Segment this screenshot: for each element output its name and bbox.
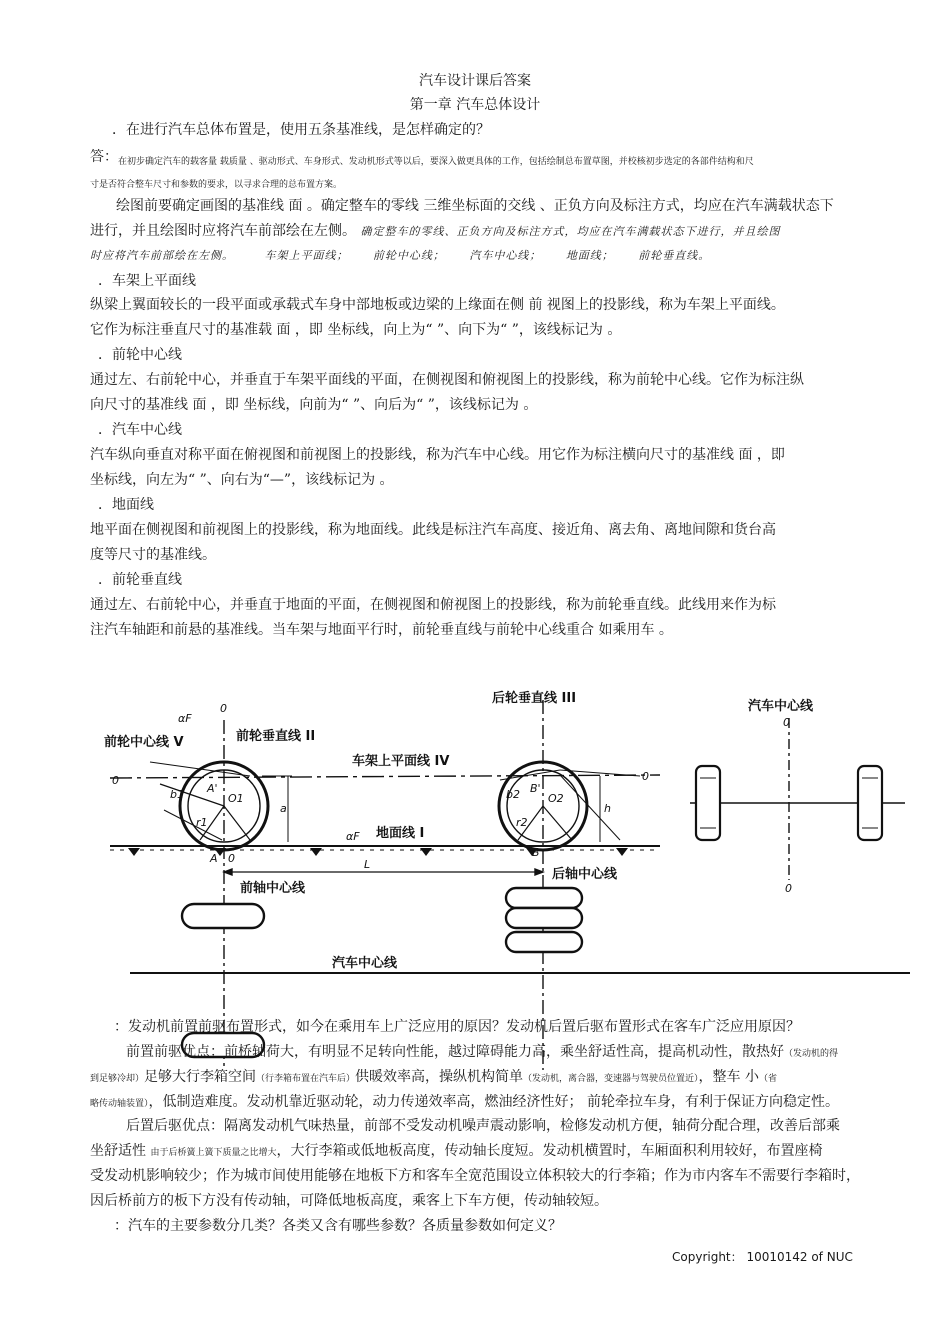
handwriting-item: 汽车中心线；	[469, 249, 542, 262]
rr-text: ，大行李箱或低地板高度，传动轴长度短。发动机横置时，车厢面积利用较好，布置座椅	[276, 1143, 823, 1159]
symbol-b2: b2	[506, 788, 520, 801]
label-ground: 地面线 I	[376, 826, 425, 841]
paragraph-2-handwriting: 确定整车的零线、正负方向及标注方式，均应在汽车满载状态下进行，并且绘图	[360, 225, 781, 238]
symbol-o2: O2	[548, 792, 564, 805]
ff-text: 供暖效率高，操纵机构简单	[355, 1069, 524, 1085]
section-title: ．前轮垂直线	[98, 572, 182, 588]
section-body: 汽车纵向垂直对称平面在俯视图和前视图上的投影线，称为汽车中心线。用它作为标注横向尺寸的基准线 面 ，即	[90, 447, 785, 463]
ff-line-2	[90, 1068, 777, 1088]
symbol-zero-front-view-bottom: 0	[785, 882, 792, 895]
label-vehicle-center-top: 汽车中心线	[748, 699, 814, 714]
symbol-r1: r1	[196, 816, 208, 829]
paragraph-2-print: 进行，并且绘图时应将汽车前部绘在左侧。	[90, 223, 356, 239]
section-title: ．车架上平面线	[98, 273, 196, 289]
ff-text: 足够大行李箱空间	[144, 1069, 257, 1085]
section-title: ．汽车中心线	[98, 422, 182, 438]
ff-line-1	[126, 1043, 838, 1063]
section-body: 注汽车轴距和前悬的基准线。当车架与地面平行时，前轮垂直线与前轮中心线重合 如乘用车 。	[90, 622, 673, 638]
label-rear-axle: 后轴中心线	[552, 867, 618, 882]
rr-line-4: 因后桥前方的板下方没有传动轴，可降低地板高度，乘客上下车方便，传动轴较短。	[90, 1193, 608, 1209]
handwriting-item: 前轮垂直线。	[638, 249, 711, 262]
paragraph-3	[90, 246, 710, 265]
answer-line-2: 寸是否符合整车尺寸和参数的要求，以寻求合理的总布置方案。	[90, 180, 343, 190]
ff-line-1-note: （发动机的得	[784, 1049, 839, 1059]
front-wheel	[150, 762, 292, 850]
ff-note: （省	[759, 1074, 778, 1084]
label-rear-wheel-vertical: 后轮垂直线 III	[492, 691, 577, 706]
label-front-wheel-vertical: 前轮垂直线 II	[236, 729, 316, 744]
handwriting-item: 地面线；	[565, 249, 614, 262]
symbol-o1: O1	[228, 792, 244, 805]
section-body: 纵梁上翼面较长的一段平面或承载式车身中部地板或边梁的上缘面在侧 前 视图上的投影线，称为车架上平面线。	[90, 297, 785, 313]
symbol-b: B	[532, 846, 540, 859]
ff-note: 略传动轴装置）	[90, 1099, 149, 1109]
section-body: 它作为标注垂直尺寸的基准载 面 ，即 坐标线，向上为“ ”、向下为“ ”，该线标记为 。	[90, 322, 622, 338]
chapter-title: 第一章 汽车总体设计	[409, 97, 541, 113]
question-3: ：汽车的主要参数分几类？各类又含有哪些参数？各质量参数如何定义？	[114, 1218, 562, 1234]
question-1: ．在进行汽车总体布置是，使用五条基准线，是怎样确定的？	[112, 122, 490, 138]
symbol-zero-front-view-top: 0	[783, 716, 790, 729]
section-body: 通过左、右前轮中心，并垂直于车架平面线的平面，在侧视图和俯视图上的投影线，称为前轮中心线。它作为标注纵	[90, 372, 804, 388]
question-2: ：发动机前置前驱布置形式，如今在乘用车上广泛应用的原因？发动机后置后驱布置形式在客车广泛应用原因？	[114, 1019, 800, 1035]
symbol-d: a	[280, 802, 287, 815]
symbol-l: L	[364, 858, 371, 871]
label-vehicle-center-bottom: 汽车中心线	[332, 956, 398, 971]
ff-note: （发动机，离合器，变速器与驾驶员位置近）	[523, 1074, 699, 1084]
section-title: ．前轮中心线	[98, 347, 182, 363]
paragraph-2	[90, 222, 780, 241]
symbol-h: h	[604, 802, 611, 815]
rr-note: 由于后桥簧上簧下质量之比增大	[150, 1148, 277, 1158]
label-frame-top: 车架上平面线 IV	[352, 754, 450, 769]
rr-text: 坐舒适性	[90, 1143, 146, 1159]
symbol-zero-left: 0	[112, 774, 119, 787]
document-title: 汽车设计课后答案	[419, 73, 531, 89]
ff-line-3	[90, 1093, 839, 1113]
ff-line-1-text: 前置前驱优点：前桥轴荷大，有明显不足转向性能，越过障碍能力高，乘坐舒适性高，提高机动性，散热好	[126, 1044, 784, 1060]
symbol-a: A	[210, 852, 218, 865]
symbol-r2: r2	[516, 816, 528, 829]
ff-note: （行李箱布置在汽车后）	[256, 1074, 356, 1084]
paragraph-3-handwriting: 时应将汽车前部绘在左侧。	[90, 249, 234, 262]
answer-label: 答：	[90, 149, 118, 165]
section-body: 向尺寸的基准线 面 ，即 坐标线，向前为“ ”、向后为“ ”，该线标记为 。	[90, 397, 538, 413]
rr-line-3: 受发动机影响较少；作为城市间使用能够在地板下方和客车全宽范围设立体积较大的行李箱；作为市内客车不需要行李箱时，	[90, 1168, 860, 1184]
label-front-wheel-center: 前轮中心线 V	[104, 735, 184, 750]
section-body: 地平面在侧视图和前视图上的投影线，称为地面线。此线是标注汽车高度、接近角、离去角、离地间隙和货台高	[90, 522, 776, 538]
ff-text: ，整车 小	[698, 1069, 759, 1085]
label-front-axle: 前轴中心线	[240, 881, 306, 896]
ff-text: ，低制造难度。发动机靠近驱动轮，动力传递效率高，燃油经济性好； 前轮牵拉车身，有利于保证方向稳定性。	[148, 1094, 839, 1110]
symbol-b-prime: B'	[530, 782, 541, 795]
paragraph-1: 绘图前要确定画图的基准线 面 。确定整车的零线 三维坐标面的交线 、正负方向及标注方式，均应在汽车满载状态下	[116, 198, 834, 214]
symbol-zero-ground: 0	[228, 852, 235, 865]
ff-note: 到足够冷却）	[90, 1074, 145, 1084]
symbol-alpha-f-top: αF	[178, 712, 192, 725]
answer-line-1: 在初步确定汽车的载客量 载质量 、驱动形式、车身形式、发动机形式等以后，要深入做更具体的工作，包括绘制总布置草图，并校核初步选定的各部件结构和尺	[118, 157, 754, 167]
copyright-footer: Copyright： 10010142 of NUC	[672, 1250, 853, 1264]
symbol-alpha-f-ground: αF	[346, 830, 360, 843]
section-body: 度等尺寸的基准线。	[90, 547, 216, 563]
handwriting-item: 前轮中心线；	[372, 249, 445, 262]
symbol-zero-right: 0	[642, 770, 649, 783]
symbol-a-prime: A'	[207, 782, 218, 795]
symbol-b1: b1	[170, 788, 184, 801]
rr-line-1: 后置后驱优点：隔离发动机气味热量，前部不受发动机噪声震动影响，检修发动机方便，轴荷分配合理，改善后部乘	[126, 1118, 840, 1134]
section-body: 通过左、右前轮中心，并垂直于地面的平面，在侧视图和俯视图上的投影线，称为前轮垂直线。此线用来作为标	[90, 597, 776, 613]
section-title: ．地面线	[98, 497, 154, 513]
symbol-zero-top: 0	[220, 702, 227, 715]
section-body: 坐标线，向左为“ ”、向右为“—”，该线标记为 。	[90, 472, 394, 488]
handwriting-item: 车架上平面线；	[264, 249, 349, 262]
rr-line-2	[90, 1142, 822, 1162]
